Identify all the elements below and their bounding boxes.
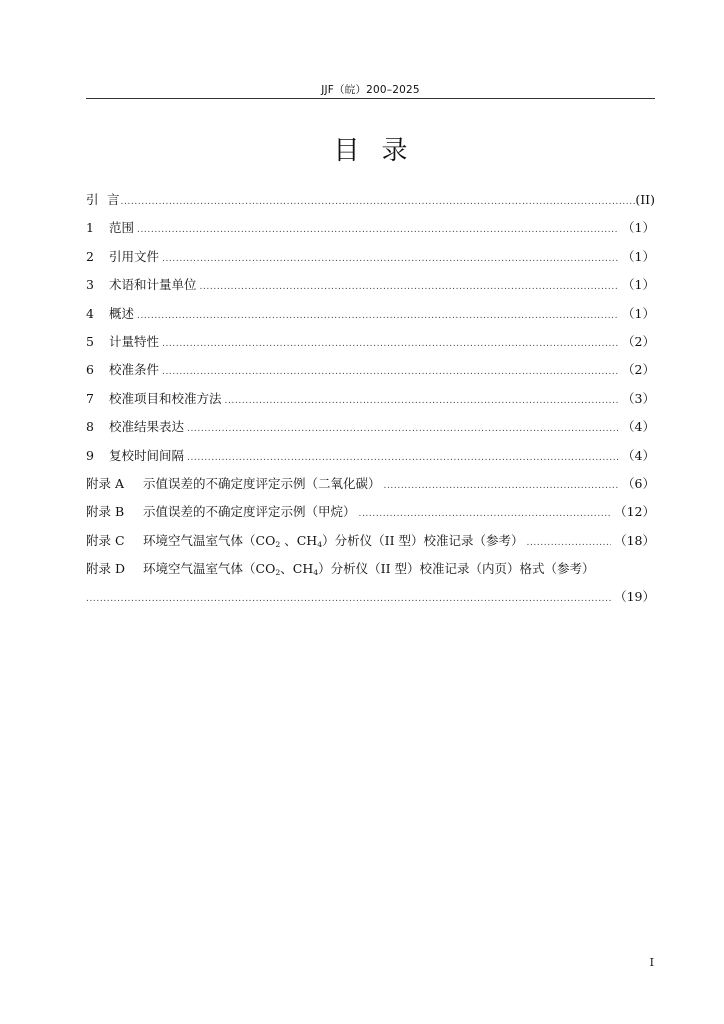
toc-entry-foreword[interactable] [86,190,655,218]
toc-entry-appendix-b[interactable] [86,502,655,530]
toc-entry-title: 术语和计量单位 [109,277,197,293]
toc-entry-number: 附录 B [86,504,125,520]
toc-entry-page: （1） [622,220,655,236]
toc-entry-references[interactable] [86,247,655,275]
toc-entry-title: 复校时间间隔 [109,447,185,463]
toc-entry-number: 7 [86,390,94,406]
dot-leader [121,192,636,212]
toc-entry-title [143,559,595,579]
toc-entry-methods[interactable] [86,389,655,417]
toc-entry-page: （2） [622,333,655,349]
page-title: 目录 [333,136,430,166]
toc-entry-title: 引用文件 [109,248,160,264]
toc-entry-interval[interactable] [86,446,655,474]
toc-entry-appendix-d[interactable] [86,559,655,587]
dot-leader [187,419,619,439]
toc-entry-number: 6 [86,362,94,378]
dot-leader [200,277,620,297]
toc-entry-page: （6） [622,475,655,491]
subscript: 4 [317,539,323,549]
toc-entry-page: （12） [614,504,655,520]
toc-entry-results[interactable] [86,417,655,445]
toc-entry-title: 示值误差的不确定度评定示例（二氧化碳） [143,475,381,491]
toc-entry-title: 示值误差的不确定度评定示例（甲烷） [143,504,356,520]
dot-leader [225,391,620,411]
title-part: 环境空气温室气体（CO [143,532,276,548]
dot-leader [187,448,619,468]
toc-entry-page: （18） [614,532,655,548]
toc-entry-number: 附录 C [86,532,125,548]
toc-entry-page: （1） [622,277,655,293]
toc-entry-scope[interactable] [86,218,655,246]
title-part: 、CH [280,561,314,577]
toc-entry-number: 附录 A [86,475,125,491]
subscript: 2 [275,539,281,549]
subscript: 4 [313,568,319,578]
toc-entry-title: 范围 [109,220,135,236]
dot-leader [359,504,612,524]
toc-entry-appendix-a[interactable] [86,474,655,502]
dot-leader [137,220,619,240]
toc-entry-title [143,531,524,551]
dot-leader [527,533,612,553]
toc-entry-appendix-d-continued[interactable] [86,587,655,615]
dot-leader [162,334,619,354]
toc-entry-appendix-c[interactable] [86,531,655,559]
dot-leader [162,362,619,382]
toc-entry-page: （4） [622,419,655,435]
toc-entry-page: （1） [622,248,655,264]
toc-entry-page: （1） [622,305,655,321]
dot-leader [162,249,619,269]
dot-leader [137,306,619,326]
toc-entry-page: (II) [635,192,655,207]
toc-entry-title: 言 [107,192,120,207]
toc-entry-terms[interactable] [86,275,655,303]
toc-entry-number: 9 [86,447,94,463]
toc-entry-number: 1 [86,220,94,236]
header-rule [86,98,655,99]
toc-entry-number: 附录 D [86,561,125,577]
toc-entry-page: （4） [622,447,655,463]
toc-entry-overview[interactable] [86,304,655,332]
toc-entry-title: 计量特性 [109,333,160,349]
toc-entry-title: 校准结果表达 [109,419,185,435]
title-part: 、CH [280,532,318,548]
title-part: ）分析仪（II 型）校准记录（参考） [322,532,524,548]
toc-entry-conditions[interactable] [86,360,655,388]
table-of-contents [86,190,655,616]
dot-leader [384,476,620,496]
subscript: 2 [275,568,281,578]
toc-entry-number: 8 [86,419,94,435]
toc-entry-number: 5 [86,333,94,349]
document-code-header: JJF（皖）200–2025 [321,84,420,96]
toc-entry-number: 4 [86,305,94,321]
page-number: I [649,956,654,969]
toc-entry-page: （19） [614,589,655,605]
dot-leader [86,589,611,609]
toc-entry-metrology[interactable] [86,332,655,360]
title-part: 环境空气温室气体（CO [143,561,276,577]
toc-entry-number: 2 [86,248,94,264]
title-part: ）分析仪（II 型）校准记录（内页）格式（参考） [318,561,595,577]
toc-entry-number: 引 [86,192,99,207]
toc-entry-page: （3） [622,390,655,406]
toc-entry-title: 校准项目和校准方法 [109,390,222,406]
toc-entry-title: 校准条件 [109,362,160,378]
toc-entry-number: 3 [86,277,94,293]
toc-entry-title: 概述 [109,305,135,321]
toc-entry-page: （2） [622,362,655,378]
